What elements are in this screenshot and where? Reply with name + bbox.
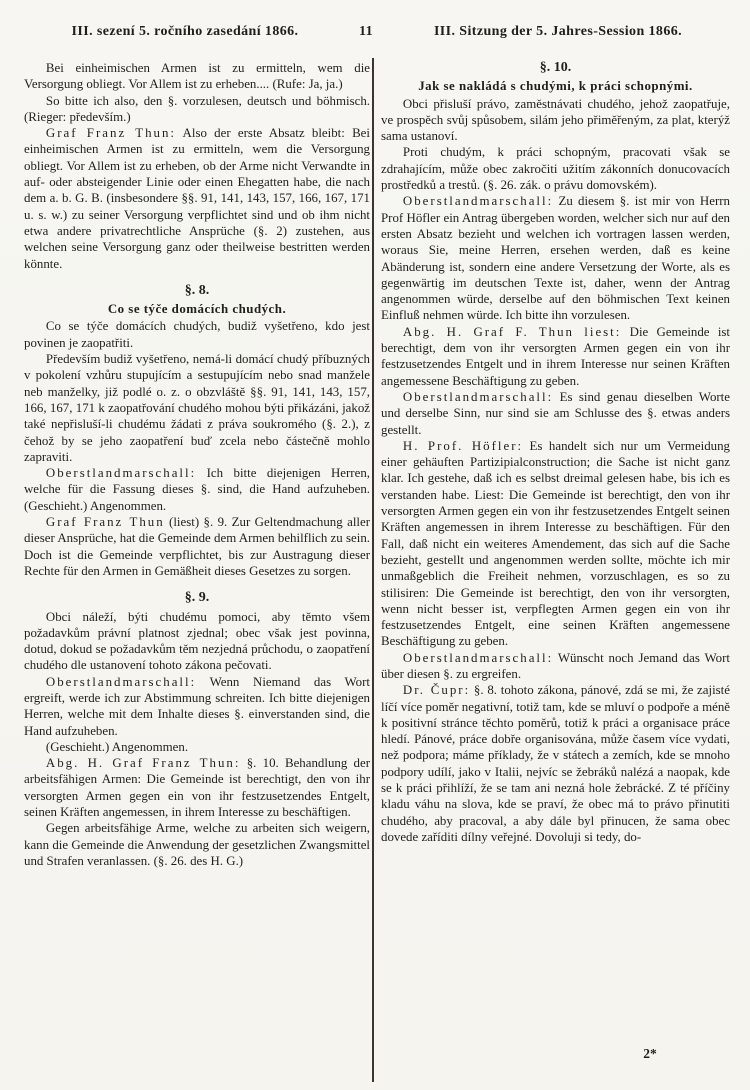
section-subheading: Co se týče domácích chudých.: [107, 302, 287, 317]
paragraph: Obci náleží, býti chudému pomoci, aby těmto všem požadavkům právní platnost zjednal; obec však jest povinna, dotud, dokud se požadavkům těm nezjedná průchodu, o zaopatření chudého dle ustanovení tohoto zákona pečovati.: [24, 609, 370, 673]
paragraph: Graf Franz Thun (liest) §. 9. Zur Geltendmachung aller dieser Ansprüche, hat die Gemeinde dem Armen behilflich zu sein. Doch ist die Gemeinde verpflichtet, bis zur Austragung dieser Rechte für den Armen in Gemäßheit dieses Gesetzes zu sorgen.: [24, 515, 370, 578]
paragraph: Oberstlandmarschall: Es sind genau dieselben Worte und derselbe Sinn, nur sind sie am Schlusse des §. etwas anders gestellt.: [381, 389, 730, 437]
speaker-name: H. Prof. Höfler:: [402, 438, 524, 453]
section-subheading: Jak se nakládá s chudými, k práci schopnými.: [418, 79, 693, 94]
section-heading: §. 9.: [184, 590, 210, 606]
paragraph: Gegen arbeitsfähige Arme, welche zu arbeiten sich weigern, kann die Gemeinde die Anwendung der gesetzlichen Zwangsmittel und Strafen veranlassen. (§. 26. des H. G.): [24, 821, 370, 868]
left-column: [24, 60, 370, 869]
section-heading: §. 8.: [184, 282, 210, 298]
section-heading: §. 10.: [539, 60, 572, 75]
right-column: [381, 60, 730, 845]
paragraph: So bitte ich also, den §. vorzulesen, deutsch und böhmisch. (Rieger: především.): [24, 93, 370, 124]
speaker-name: Oberstlandmarschall:: [45, 674, 197, 689]
speaker-name: Abg. H. Graf F. Thun liest:: [402, 324, 622, 339]
paragraph: Co se týče domácích chudých, budiž vyšetřeno, kdo jest povinen je zaopatřiti.: [24, 319, 370, 350]
speaker-name: Oberstlandmarschall:: [402, 389, 554, 404]
paragraph: Dr. Čupr: §. 8. tohoto zákona, pánové, zdá se mi, že zajisté líčí více poměr negativní, totiž tam, kde se mluví o podpoře a méně k positivní stránce těchto poměrů, totiž k práci a organisace práce hledí. Pánové, práce dobře organisována, může časem více vydati, než podpora; máme příklady, že v státech a zemích, kde se mnoho podpory udílí, jako v Italii, nejvíc se žebráků nalézá a naopak, kde se k práci přihlíží, že se tam ani nezná hole žebrácké. Z té příčiny kladu váhu na slova, kde se praví, že obec má to právo přinutiti chudého, aby pracoval, a aby dále byl přinucen, že sama obec dovede zaříditi dílny veřejné. Dovoluji si tedy, do-: [381, 683, 730, 844]
paragraph: Oberstlandmarschall: Ich bitte diejenigen Herren, welche für die Fassung dieses §. sind, die Hand aufzuheben. (Geschieht.) Angenommen.: [24, 466, 370, 513]
paragraph: Oberstlandmarschall: Wenn Niemand das Wort ergreift, werde ich zur Abstimmung schreiten. Ich bitte diejenigen Herren, welche mit dem Inhalte dieses §. einverstanden sind, die Hand aufzuheben.: [24, 674, 370, 738]
header-title-czech: III. sezení 5. ročního zasedání 1866.: [71, 24, 299, 39]
speaker-name: Abg. H. Graf Franz Thun:: [45, 756, 241, 771]
speaker-name: Graf Franz Thun:: [45, 126, 176, 141]
paragraph: Abg. H. Graf F. Thun liest: Die Gemeinde ist berechtigt, dem von ihr versorgten Armen gegen ein von ihr festzusetzendes Entgelt und in ihrem Interesse nur seinen Kräften angemessene Beschäftigung zu geben.: [381, 324, 730, 388]
paragraph: Bei einheimischen Armen ist zu ermitteln, wem die Versorgung obliegt. Vor Allem ist zu erheben.... (Rufe: Ja, ja.): [24, 61, 370, 92]
paragraph: Graf Franz Thun: Also der erste Absatz bleibt: Bei einheimischen Armen ist zu ermitteln, wem die Versorgung obliegt. Vor Allem ist zu erheben, ob der Arme nicht Verwandte in auf- oder absteigender Linie oder einen Ehegatten habe, die nach dem a. b. G. B. (insbesondere §§. 91, 141, 143, 157, 166, 167, 171 u. s. w.) zu seiner Versorgung verpflichtet sind und ob ihm nicht etwa andere privatrechtliche Ansprüche (§. 2) zustehen, aus welchen seine Versorgung ganz oder theilweise bestritten werden könnte.: [24, 126, 370, 271]
paragraph: Oberstlandmarschall: Wünscht noch Jemand das Wort über diesen §. zu ergreifen.: [381, 650, 730, 681]
paragraph: Obci přisluší právo, zaměstnávati chudého, jehož zaopatřuje, ve prospěch svůj spůsobem, silám jeho přiměřeným, za plat, kterýž sama ustanoví.: [381, 96, 730, 144]
paragraph: Především budiž vyšetřeno, nemá-li domácí chudý příbuzných v pokolení vzhůru stupujícím a sestupujícím nebo snad manžele neb manželky, již podlé o. z. o obzvláště §§. 91, 141, 143, 157, 166, 167, 171 k zaopatřování chudého mohou býti přikázáni, jakož také nepřisluší-li chudému žádati z práva soukromého (§. 2.), z čehož by se jeho zaopatření buď zcela nebo částečně mohlo zapraviti.: [24, 352, 370, 464]
speaker-name: Oberstlandmarschall:: [402, 194, 554, 209]
paragraph: Proti chudým, k práci schopným, pracovati však se zdrahajícím, může obec zakročiti užitím zákonních donucovacích prostředků a trestů. (§. 26. zák. o právu domovském).: [381, 145, 730, 193]
page-number: 11: [358, 24, 374, 39]
paragraph: Oberstlandmarschall: Zu diesem §. ist mir von Herrn Prof Höfler ein Antrag übergeben worden, welcher sich nur auf den ersten Absatz bezieht und welchen ich vortragen lassen werden, woraus Sie, meine Herren, ersehen werden, daß es keine Abänderung ist, sondern eine andere Versetzung der Worte, als es gegenwärtig im deutschen Texte ist, daher, wenn der Antrag angenommen würde, derselbe auf den böhmischen Text keinen Einfluß nehmen würde. Ich bitte ihn vorzulesen.: [381, 194, 730, 323]
paragraph: H. Prof. Höfler: Es handelt sich nur um Vermeidung einer gehäuften Partizipialconstruction; die Sache ist nicht ganz klar. Ich gestehe, daß ich es selbst dreimal gelesen habe, bis ich es verstanden habe. Liest: Die Gemeinde ist berechtigt, den von ihr versorgten Armen gegen ein von ihr festzusetzendes Entgelt seinen Kräften angemessen in ihrem Interesse zu beschäftigen. Für den Fall, daß nicht ein weiteres Amendement, das sich auf die Sache bezieht, gestellt und angenommen werden sollte, möchte ich mir unmaßgeblich die Freiheit nehmen, vorzuschlagen, es so zu stilisiren: Die Gemeinde ist berechtigt, den von ihr versorgten, wenn nicht besser ist, verpflegten Armen gegen ein von ihr festzusetzendes Entgelt, eine seinen Kräften angemessene Beschäftigung zu geben.: [381, 438, 730, 649]
column-divider-rule: [372, 58, 374, 1082]
speaker-name: Graf Franz Thun: [45, 515, 165, 530]
paragraph: (Geschieht.) Angenommen.: [45, 739, 189, 754]
page-header: [0, 24, 750, 44]
paragraph: Abg. H. Graf Franz Thun: §. 10. Behandlung der arbeitsfähigen Armen: Die Gemeinde ist berechtigt, den von ihr versorgten Armen gegen ein von ihr festzusetzendes Entgelt, seinen Kräften angemessen, in ihrem Interesse zu beschäftigen.: [24, 756, 370, 820]
speaker-name: Oberstlandmarschall:: [45, 466, 197, 481]
speaker-name: Oberstlandmarschall:: [402, 650, 554, 665]
printer-signature-mark: 2*: [643, 1046, 657, 1061]
header-title-german: III. Sitzung der 5. Jahres-Session 1866.: [433, 24, 683, 39]
speaker-name: Dr. Čupr:: [402, 683, 471, 698]
